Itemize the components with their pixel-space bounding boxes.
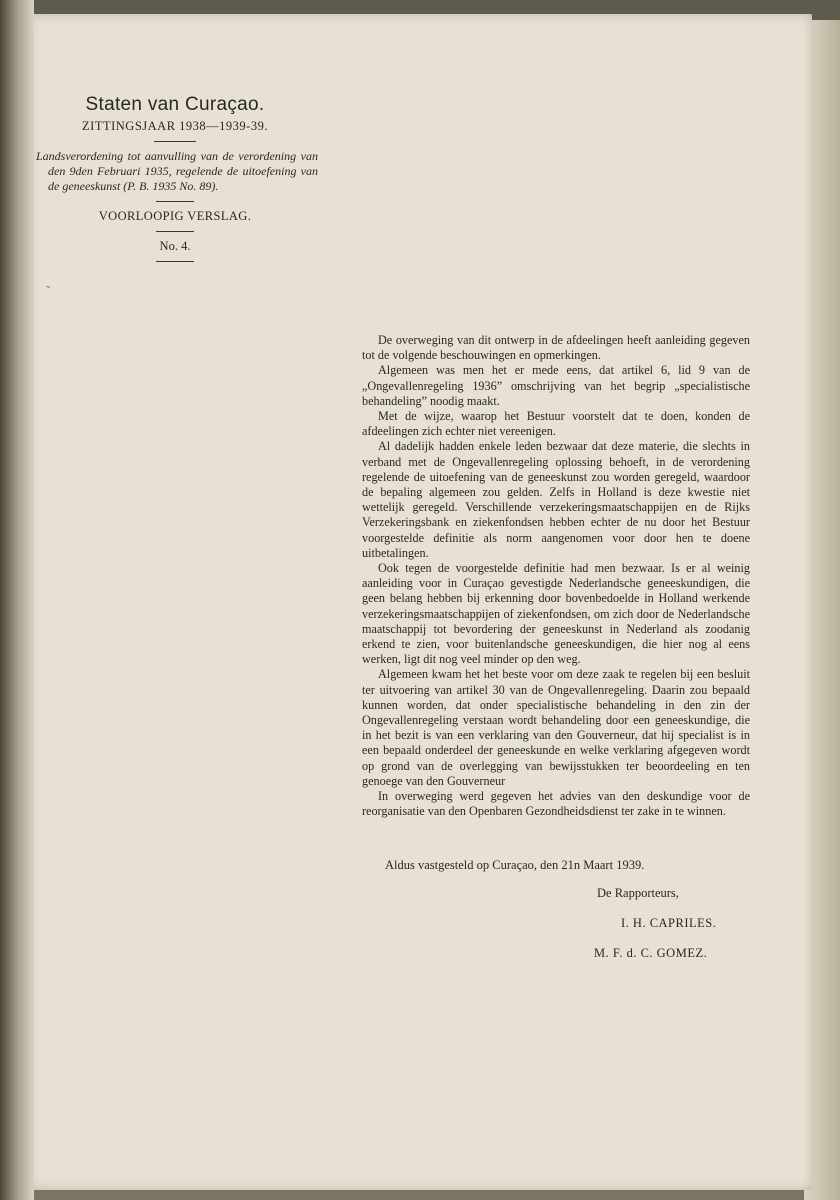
divider [156, 201, 194, 202]
body-paragraph: Ook tegen de voorgestelde definitie had men bezwaar. Is er al weinig aanleiding voor in Curaçao gevestigde Nederlandsche geneeskundigen, die geen belang hebben bij erkenning door bovenbedoelde in Holland werkende verzekeringsmaatschappijen of ziekenfondsen, om zich door de Nederlandsche maatschappij tot bevordering der geneeskunst in Nederland als zoodanig erkend te zien, voor buitenlandsche geneeskundigen, die hier nog al eens werken, ligt dit nog veel minder op den weg. [362, 561, 750, 667]
divider [156, 231, 194, 232]
body-paragraph: In overweging werd gegeven het advies van den deskundige voor de reorganisatie van den Openbaren Gezondheidsdienst ter zake in te winnen. [362, 789, 750, 819]
body-paragraph: Algemeen was men het er mede eens, dat artikel 6, lid 9 van de „Ongevallenregeling 1936” omschrijving van het begrip „specialistische behandeling” noodig maakt. [362, 363, 750, 408]
rapporteurs-label: De Rapporteurs, [597, 886, 679, 900]
body-paragraph: Algemeen kwam het het beste voor om deze zaak te regelen bij een besluit ter uitvoering van artikel 30 van de Ongevallenregeling. Daarin zou bepaald kunnen worden, dat onder specialistische behandeling in den zin der Ongevallenregeling verstaan wordt behandeling door een geneeskundige, die in het bezit is van een verklaring van den Gouverneur, dat hij specialist is in een bepaald onderdeel der geneeskunde en welke verklaring afgegeven wordt op grond van de overlegging van bewijsstukken ter beoordeeling en ten genoege van den Gouverneur [362, 667, 750, 788]
body-paragraph: Met de wijze, waarop het Bestuur voorstelt dat te doen, konden de afdeelingen zich echter niet vereenigen. [362, 409, 750, 439]
report-type: VOORLOOPIG VERSLAG. [98, 209, 252, 223]
body-paragraph: Al dadelijk hadden enkele leden bezwaar dat deze materie, die slechts in verband met de Ongevallenregeling oplossing behoeft, in de verordening regelende de uitoefening van de geneeskunst zou worden geregeld, waardoor de bepaling algemeen zou gelden. Zelfs in Holland is deze kwestie niet wettelijk geregeld. Verschillende verzekeringsmaatschappijen en de Rijks Verzekeringsbank en ziekenfondsen hebben echter de nu door het Bestuur voorgestelde definitie als norm aangenomen voor door hen te doene uitbetalingen. [362, 439, 750, 560]
signatory-name: M. F. d. C. GOMEZ. [594, 946, 708, 960]
session-year: ZITTINGSJAAR 1938—1939-39. [82, 119, 268, 133]
document-header [36, 90, 318, 269]
report-number: No. 4. [159, 239, 191, 253]
body-paragraph: De overweging van dit ontwerp in de afdeelingen heeft aanleiding gegeven tot de volgende beschouwingen en opmerkingen. [362, 333, 750, 363]
closing-date-line: Aldus vastgesteld op Curaçao, den 21n Maart 1939. [385, 858, 645, 872]
signatory-name: I. H. CAPRILES. [621, 916, 717, 930]
book-spine [0, 0, 34, 1200]
bill-subject: Landsverordening tot aanvulling van de verordening van den 9den Februari 1935, regelende de uitoefening van de geneeskunst (P. B. 1935 No. 89). [36, 149, 318, 193]
divider [156, 261, 194, 262]
divider [154, 141, 196, 142]
document-title: Staten van Curaçao. [85, 94, 265, 115]
margin-mark: ˜ [46, 283, 50, 297]
report-body [362, 333, 750, 820]
